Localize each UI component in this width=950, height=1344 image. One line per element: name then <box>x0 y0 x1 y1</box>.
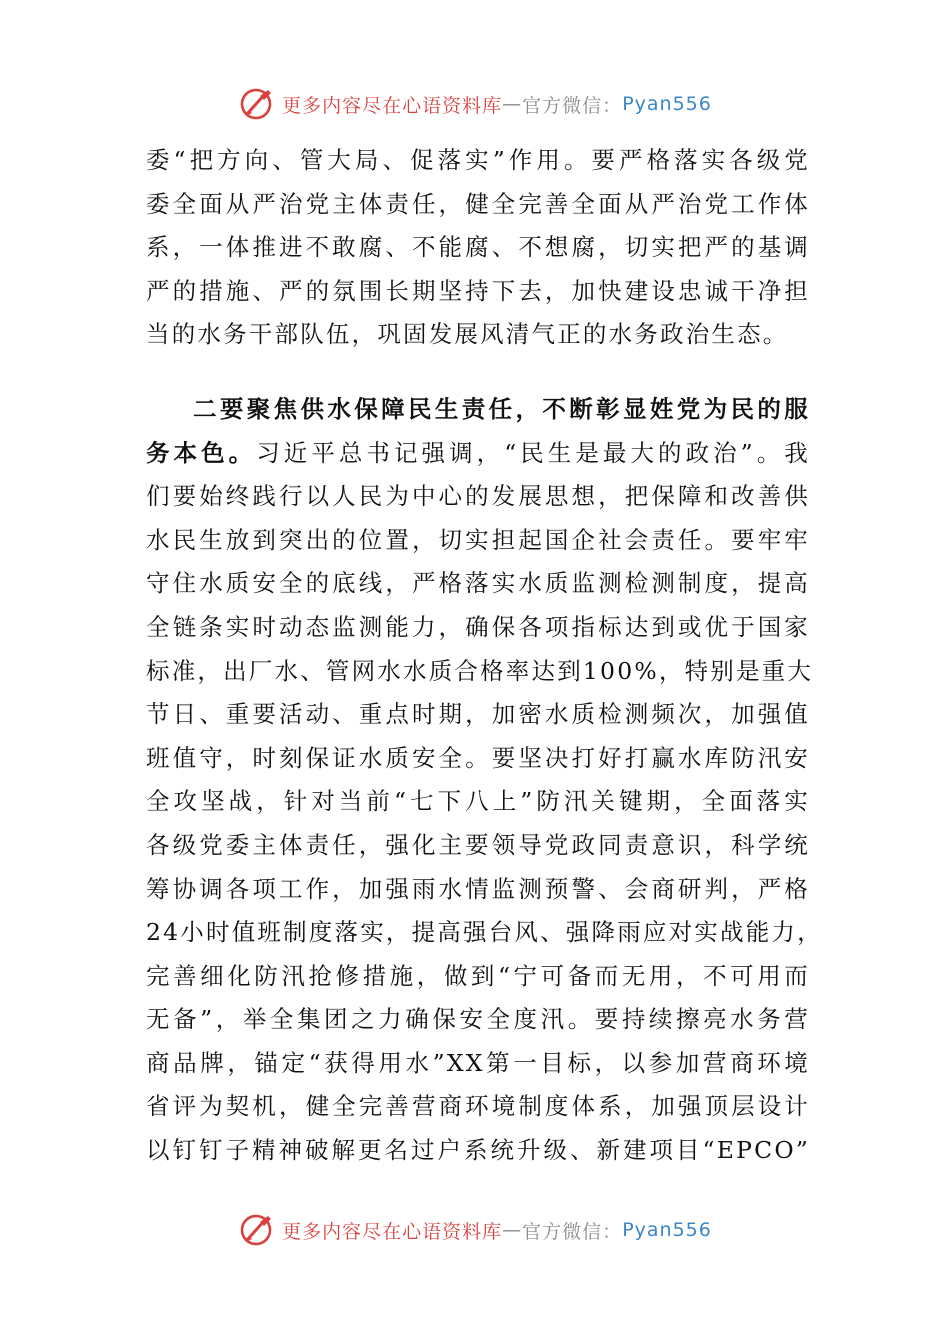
paragraph-line: 水民生放到突出的位置，切实担起国企社会责任。要牢牢 <box>146 525 810 554</box>
paragraph-line: 全攻坚战，针对当前“七下八上”防汛关键期，全面落实 <box>146 787 810 816</box>
paragraph-line: 商品牌，锚定“获得用水”XX第一目标，以参加营商环境 <box>146 1048 810 1077</box>
pen-seal-icon <box>238 86 276 122</box>
paragraph-line: 委“把方向、管大局、促落实”作用。要严格落实各级党 <box>146 146 810 174</box>
document-body <box>146 139 823 1173</box>
header-banner <box>0 82 950 126</box>
footer-banner <box>0 1208 950 1252</box>
paragraph-line: 各级党委主体责任，强化主要领导党政同责意识，科学统 <box>146 830 810 859</box>
paragraph-line: 以钉钉子精神破解更名过户系统升级、新建项目“EPCO” <box>146 1136 810 1165</box>
paragraph-1 <box>146 139 810 357</box>
paragraph-2 <box>146 388 823 1173</box>
paragraph-line: 委全面从严治党主体责任，健全完善全面从严治党工作体 <box>146 189 810 218</box>
paragraph-line: 系，一体推进不敢腐、不能腐、不想腐，切实把严的基调 <box>146 233 810 262</box>
paragraph-line: 全链条实时动态监测能力，确保各项指标达到或优于国家 <box>146 612 810 641</box>
paragraph-line: 班值守，时刻保证水质安全。要坚决打好打赢水库防汛安 <box>146 743 810 772</box>
banner-account: Pyan556 <box>622 1219 712 1241</box>
paragraph-line: 标准，出厂水、管网水水质合格率达到100%，特别是重大 <box>146 656 814 685</box>
paragraph-line: 当的水务干部队伍，巩固发展风清气正的水务政治生态。 <box>146 320 789 349</box>
banner-main-text: 更多内容尽在心语资料库 <box>282 94 503 117</box>
paragraph-line: 守住水质安全的底线，严格落实水质监测检测制度，提高 <box>146 569 810 598</box>
paragraph-heading: 二要聚焦供水保障民生责任，不断彰显姓党为民的服 <box>193 394 810 423</box>
paragraph-line: 省评为契机，健全完善营商环境制度体系，加强顶层设计 <box>146 1092 810 1121</box>
paragraph-line: 筹协调各项工作，加强雨水情监测预警、会商研判，严格 <box>146 874 810 903</box>
banner-sub-text: 官方微信： <box>522 94 623 117</box>
paragraph-line: 们要始终践行以人民为中心的发展思想，把保障和改善供 <box>146 482 810 511</box>
paragraph-line: 完善细化防汛抢修措施，做到“宁可备而无用，不可用而 <box>146 961 810 990</box>
banner-main-text: 更多内容尽在心语资料库 <box>282 1220 503 1243</box>
paragraph-text: 习近平总书记强调，“民生是最大的政治”。我 <box>256 438 810 467</box>
banner-dash: — <box>502 1219 523 1241</box>
paragraph-line: 无备”，举全集团之力确保安全度汛。要持续擦亮水务营 <box>146 1005 810 1034</box>
paragraph-line: 严的措施、严的氛围长期坚持下去，加快建设忠诚干净担 <box>146 276 810 305</box>
banner-sub-text: 官方微信： <box>522 1220 623 1243</box>
paragraph-line-mixed <box>146 432 810 476</box>
paragraph-line: 节日、重要活动、重点时期，加密水质检测频次，加强值 <box>146 700 810 729</box>
paragraph-line: 24小时值班制度落实，提高强台风、强降雨应对实战能力， <box>146 918 823 947</box>
banner-dash: — <box>502 93 523 115</box>
paragraph-heading-end: 务本色。 <box>146 438 257 467</box>
banner-account: Pyan556 <box>622 93 712 115</box>
pen-seal-icon <box>238 1212 276 1248</box>
